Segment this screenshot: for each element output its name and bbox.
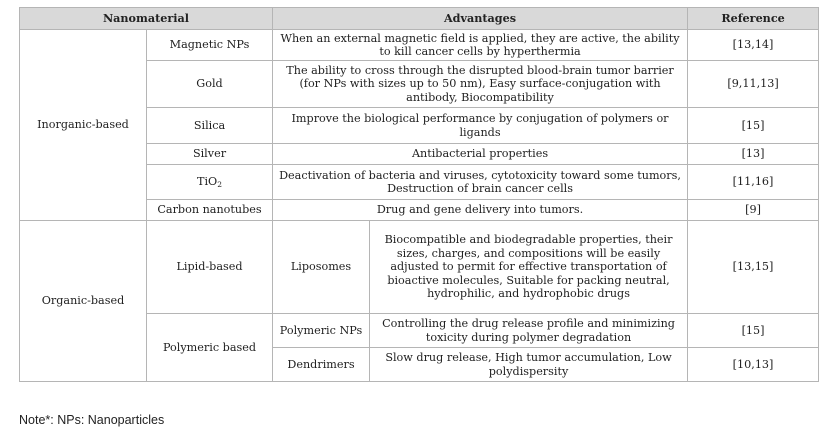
material-carbon: Carbon nanotubes: [147, 200, 273, 221]
reference-polymeric-nps: [15]: [688, 314, 819, 348]
reference-carbon: [9]: [688, 200, 819, 221]
reference-gold: [9,11,13]: [688, 61, 819, 108]
advantages-dendrimers: Slow drug release, High tumor accumulation, Low polydispersity: [370, 348, 688, 382]
advantages-liposomes: Biocompatible and biodegradable properties, their sizes, charges, and compositions will be easily adjusted to permit for effective transportation of bioactive molecules, Suitable for packing neutral, hydrophilic, and hydrophobic drugs: [370, 221, 688, 314]
header-row: [20, 8, 819, 30]
advantages-silica: Improve the biological performance by conjugation of polymers or ligands: [273, 108, 688, 144]
material-dendrimers: Dendrimers: [273, 348, 370, 382]
reference-silver: [13]: [688, 144, 819, 165]
advantages-gold: The ability to cross through the disrupted blood-brain tumor barrier (for NPs with sizes up to 50 nm), Easy surface-conjugation with antibody, Biocompatibility: [273, 61, 688, 108]
reference-liposomes: [13,15]: [688, 221, 819, 314]
advantages-silver: Antibacterial properties: [273, 144, 688, 165]
material-polymeric-nps: Polymeric NPs: [273, 314, 370, 348]
table-note: Note*: NPs: Nanoparticles: [19, 413, 165, 427]
advantages-carbon: Drug and gene delivery into tumors.: [273, 200, 688, 221]
material-tio2: TiO$_2$: [147, 165, 273, 200]
advantages-magnetic: When an external magnetic field is applied, they are active, the ability to kill cancer cells by hyperthermia: [273, 30, 688, 61]
material-silver: Silver: [147, 144, 273, 165]
reference-magnetic: [13,14]: [688, 30, 819, 61]
group-organic: Organic-based: [20, 221, 147, 382]
advantages-tio2: Deactivation of bacteria and viruses, cytotoxicity toward some tumors, Destruction of brain cancer cells: [273, 165, 688, 200]
category-polymeric: Polymeric based: [147, 314, 273, 382]
advantages-polymeric-nps: Controlling the drug release profile and minimizing toxicity during polymer degradation: [370, 314, 688, 348]
material-gold: Gold: [147, 61, 273, 108]
nanomaterials-table: [19, 7, 819, 382]
material-liposomes: Liposomes: [273, 221, 370, 314]
material-silica: Silica: [147, 108, 273, 144]
reference-tio2: [11,16]: [688, 165, 819, 200]
table-row-magnetic: [20, 30, 819, 61]
reference-silica: [15]: [688, 108, 819, 144]
table-row-liposomes: [20, 221, 819, 314]
group-inorganic: Inorganic-based: [20, 30, 147, 221]
header-nanomaterial: Nanomaterial: [20, 8, 273, 30]
category-lipid: Lipid-based: [147, 221, 273, 314]
header-reference: Reference: [688, 8, 819, 30]
header-advantages: Advantages: [273, 8, 688, 30]
reference-dendrimers: [10,13]: [688, 348, 819, 382]
material-magnetic: Magnetic NPs: [147, 30, 273, 61]
